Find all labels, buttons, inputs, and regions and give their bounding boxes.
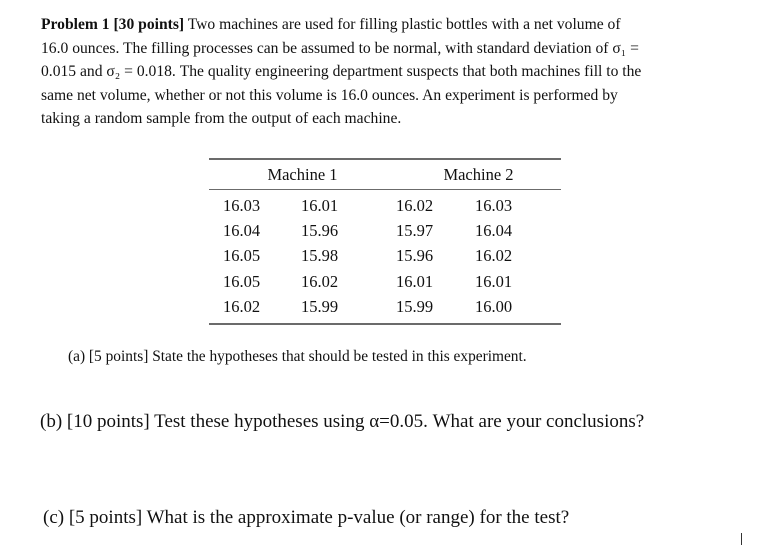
statement-line-2: 16.0 ounces. The filling processes can be assumed to be normal, with standard deviation of σ₁ = (41, 39, 639, 57)
machine-1-value: 16.02 (301, 271, 339, 291)
question-b: (b) [10 points] Test these hypotheses using α=0.05. What are your conclusions? (40, 411, 645, 432)
machine-2-value: 15.97 (396, 221, 434, 241)
machine-2-value: 15.96 (396, 246, 434, 266)
table-row (209, 218, 561, 243)
machine-1-value: 16.02 (223, 297, 261, 317)
table-row (209, 295, 561, 324)
problem-title: Problem 1 [30 points] (41, 16, 185, 33)
machine-2-value: 16.01 (396, 271, 434, 291)
machine-1-value: 15.98 (301, 246, 339, 266)
statement-line-1: Two machines are used for filling plastic bottles with a net volume of (187, 16, 621, 33)
statement-line-4: same net volume, whether or not this volume is 16.0 ounces. An experiment is performed by (41, 86, 618, 104)
statement-line-5: taking a random sample from the output of each machine. (41, 110, 402, 128)
machine-1-value: 15.96 (301, 221, 339, 241)
machine-1-value: 15.99 (301, 297, 339, 317)
header-machine-1: Machine 1 (209, 159, 396, 190)
table-row (209, 269, 561, 294)
table-row (209, 190, 561, 219)
machine-2-value: 16.02 (396, 195, 434, 215)
sample-data-table (209, 158, 561, 325)
machine-2-value: 16.03 (475, 195, 513, 215)
machine-2-value: 16.02 (475, 246, 513, 266)
machine-2-value: 16.00 (475, 297, 513, 317)
text-cursor (741, 533, 742, 545)
table-row (209, 244, 561, 269)
machine-1-value: 16.04 (223, 221, 261, 241)
problem-statement (41, 13, 741, 131)
statement-line-3: 0.015 and σ₂ = 0.018. The quality engineering department suspects that both machines fill to the (41, 63, 642, 81)
machine-2-value: 15.99 (396, 297, 434, 317)
header-machine-2: Machine 2 (396, 159, 561, 190)
machine-2-value: 16.04 (475, 221, 513, 241)
machine-2-value: 16.01 (475, 271, 513, 291)
table-body (209, 190, 561, 324)
machine-1-value: 16.01 (301, 195, 339, 215)
machine-1-value: 16.03 (223, 195, 261, 215)
question-c: (c) [5 points] What is the approximate p-value (or range) for the test? (43, 507, 570, 528)
machine-1-value: 16.05 (223, 271, 261, 291)
question-a: (a) [5 points] State the hypotheses that should be tested in this experiment. (68, 348, 527, 365)
table-header-row (209, 159, 561, 190)
machine-1-value: 16.05 (223, 246, 261, 266)
